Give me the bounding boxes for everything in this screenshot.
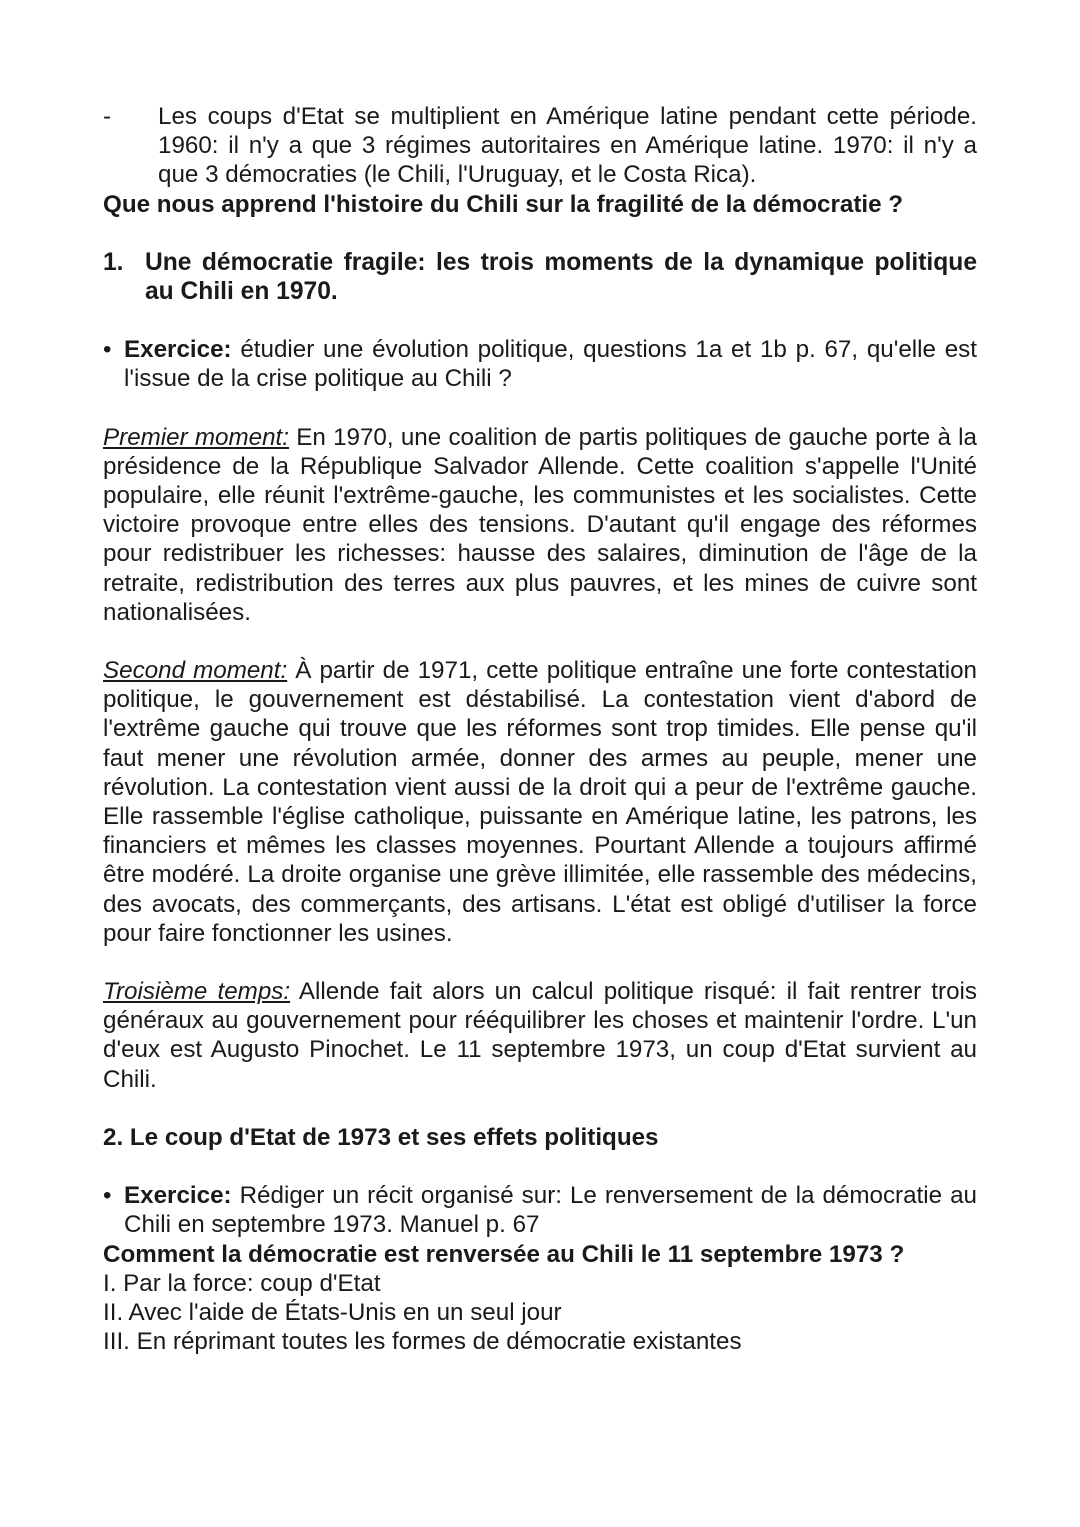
- moment-2-paragraph: [103, 656, 977, 948]
- intro-paragraph: [103, 102, 977, 190]
- spacer: [103, 394, 977, 423]
- section-2-question: Comment la démocratie est renversée au Chili le 11 septembre 1973 ?: [103, 1240, 905, 1268]
- exercise-label: Exercice:: [124, 336, 232, 364]
- moment-3-paragraph: [103, 977, 977, 1094]
- section-1-title: Une démocratie fragile: les trois moments de la dynamique politique au Chili en 1970.: [145, 248, 977, 306]
- spacer: [103, 1094, 977, 1123]
- section-1-exercise: [103, 335, 977, 393]
- section-1-number: 1.: [103, 248, 124, 276]
- dash-marker: -: [103, 103, 112, 130]
- intro-text: Les coups d'Etat se multiplient en Amérique latine pendant cette période. 1960: il n'y a que 3 régimes autoritaires en Amérique latine. 1970: il n'y a que 3 démocraties (le Chili, l'Uruguay, et le Costa Rica).: [158, 103, 977, 189]
- moment-3-heading: Troisième temps:: [103, 978, 291, 1006]
- exercise-text: Rédiger un récit organisé sur: Le renversement de la démocratie au Chili en septembre 1973. Manuel p. 67: [124, 1182, 977, 1239]
- exercise-text: étudier une évolution politique, questions 1a et 1b p. 67, qu'elle est l'issue de la crise politique au Chili ?: [124, 336, 977, 393]
- spacer: [103, 627, 977, 656]
- bullet-icon: •: [103, 1182, 112, 1210]
- moment-3-text: Allende fait alors un calcul politique risqué: il fait rentrer trois généraux au gouvernement pour rééquilibrer les choses et maintenir l'ordre. L'un d'eux est Augusto Pinochet. Le 11 septembre 1973, un coup d'Etat survient au Chili.: [103, 978, 978, 1093]
- moment-1-text: En 1970, une coalition de partis politiques de gauche porte à la présidence de la République Salvador Allende. Cette coalition s'appelle l'Unité populaire, elle réunit l'extrême-gauche, les communistes et les socialistes. Cette victoire provoque entre elles des tensions. D'autant qu'il engage des réformes pour redistribuer les richesses: hausse des salaires, diminution de l'âge de la retraite, redistribution des terres aux plus pauvres, et les mines de cuivre sont nationalisées.: [103, 423, 978, 626]
- moment-1-heading: Premier moment:: [103, 423, 290, 451]
- spacer: [103, 219, 977, 248]
- moment-2-heading: Second moment:: [103, 657, 288, 685]
- page-content: [103, 102, 977, 1356]
- section-1-heading: [103, 248, 977, 306]
- plan-item: I. Par la force: coup d'Etat: [103, 1269, 381, 1297]
- section-2-exercise: [103, 1181, 977, 1239]
- exercise-label: Exercice:: [124, 1182, 232, 1210]
- moment-2-text: À partir de 1971, cette politique entraîne une forte contestation politique, le gouvernement est déstabilisé. La contestation vient d'abord de l'extrême gauche qui trouve que les réformes sont trop timides. Elle pense qu'il faut mener une révolution armée, donner des armes au peuple, mener une révolution. La contestation vient aussi de la droit qui a peur de l'extrême gauche. Elle rassemble l'église catholique, puissante en Amérique latine, les patrons, les financiers et mêmes les classes moyennes. Pourtant Allende a toujours affirmé être modéré. La droite organise une grève illimitée, elle rassemble des médecins, des avocats, des commerçants, des artisans. L'état est obligé d'utiliser la force pour faire fonctionner les usines.: [103, 657, 977, 947]
- spacer: [103, 1152, 977, 1181]
- spacer: [103, 306, 977, 335]
- moment-1-paragraph: [103, 423, 977, 627]
- section-2-heading: 2. Le coup d'Etat de 1973 et ses effets politiques: [103, 1123, 659, 1151]
- plan-item: III. En réprimant toutes les formes de démocratie existantes: [103, 1328, 742, 1356]
- plan-item: II. Avec l'aide de États-Unis en un seul jour: [103, 1298, 562, 1326]
- main-question: Que nous apprend l'histoire du Chili sur la fragilité de la démocratie ?: [103, 190, 904, 218]
- bullet-icon: •: [103, 336, 112, 364]
- spacer: [103, 948, 977, 977]
